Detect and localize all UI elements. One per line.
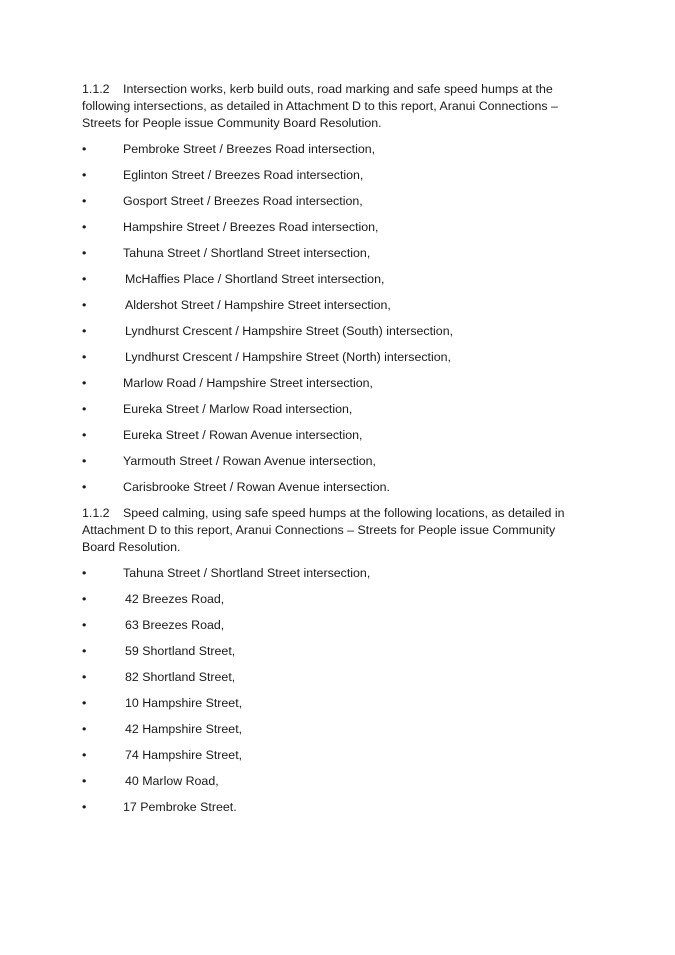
list-item xyxy=(82,323,453,349)
list-item xyxy=(82,747,370,773)
list-item-text: 59 Shortland Street, xyxy=(125,644,236,658)
intersection-list xyxy=(82,141,453,505)
list-item-text: 42 Breezes Road, xyxy=(125,592,225,606)
list-item-text: Lyndhurst Crescent / Hampshire Street (South) intersection, xyxy=(125,324,454,338)
list-item-text: McHaffies Place / Shortland Street intersection, xyxy=(125,272,385,286)
list-item-text: 82 Shortland Street, xyxy=(125,670,236,684)
list-item-text: Yarmouth Street / Rowan Avenue intersection, xyxy=(123,454,377,468)
list-item-text: Marlow Road / Hampshire Street intersection, xyxy=(123,376,373,390)
bullet: • xyxy=(82,220,87,234)
list-item-text: Tahuna Street / Shortland Street intersection, xyxy=(123,566,371,580)
section-paragraph xyxy=(82,81,587,132)
list-item xyxy=(82,271,453,297)
list-item xyxy=(82,401,453,427)
list-item xyxy=(82,141,453,167)
list-item xyxy=(82,427,453,453)
list-item-text: Lyndhurst Crescent / Hampshire Street (North) intersection, xyxy=(125,350,451,364)
list-item-text: 40 Marlow Road, xyxy=(125,774,219,788)
bullet: • xyxy=(82,402,87,416)
bullet: • xyxy=(82,800,87,814)
list-item xyxy=(82,773,370,799)
list-item xyxy=(82,721,370,747)
list-item-text: Eglinton Street / Breezes Road intersection, xyxy=(123,168,364,182)
list-item-text: 42 Hampshire Street, xyxy=(125,722,243,736)
list-item-text: 17 Pembroke Street. xyxy=(123,800,237,814)
list-item-text: 10 Hampshire Street, xyxy=(125,696,243,710)
list-item xyxy=(82,617,370,643)
list-item-text: 63 Breezes Road, xyxy=(125,618,225,632)
bullet: • xyxy=(82,454,87,468)
list-item xyxy=(82,453,453,479)
list-item xyxy=(82,245,453,271)
list-item xyxy=(82,193,453,219)
list-item xyxy=(82,375,453,401)
list-item xyxy=(82,349,453,375)
bullet: • xyxy=(82,350,87,364)
list-item xyxy=(82,643,370,669)
list-item-text: 74 Hampshire Street, xyxy=(125,748,243,762)
list-item xyxy=(82,591,370,617)
list-item-text: Eureka Street / Rowan Avenue intersection, xyxy=(123,428,363,442)
bullet: • xyxy=(82,722,87,736)
list-item xyxy=(82,479,453,505)
bullet: • xyxy=(82,272,87,286)
section-paragraph xyxy=(82,505,587,556)
bullet: • xyxy=(82,246,87,260)
bullet: • xyxy=(82,480,87,494)
list-item-text: Aldershot Street / Hampshire Street intersection, xyxy=(125,298,391,312)
list-item xyxy=(82,565,370,591)
list-item xyxy=(82,297,453,323)
section-number: 1.1.2 xyxy=(82,82,110,96)
bullet: • xyxy=(82,644,87,658)
bullet: • xyxy=(82,142,87,156)
section-text: Intersection works, kerb build outs, road marking and safe speed humps at the following intersections, as detailed in Attachment D to this report, Aranui Connections – Streets for People issue Community Board Resolution. xyxy=(82,82,558,130)
bullet: • xyxy=(82,748,87,762)
bullet: • xyxy=(82,566,87,580)
list-item-text: Gosport Street / Breezes Road intersection, xyxy=(123,194,363,208)
bullet: • xyxy=(82,774,87,788)
list-item xyxy=(82,669,370,695)
bullet: • xyxy=(82,168,87,182)
bullet: • xyxy=(82,298,87,312)
location-list xyxy=(82,565,370,825)
bullet: • xyxy=(82,670,87,684)
list-item-text: Hampshire Street / Breezes Road intersection, xyxy=(123,220,379,234)
bullet: • xyxy=(82,618,87,632)
list-item xyxy=(82,695,370,721)
section-number: 1.1.2 xyxy=(82,506,110,520)
list-item xyxy=(82,167,453,193)
bullet: • xyxy=(82,592,87,606)
bullet: • xyxy=(82,324,87,338)
list-item-text: Pembroke Street / Breezes Road intersection, xyxy=(123,142,376,156)
bullet: • xyxy=(82,428,87,442)
list-item xyxy=(82,799,370,825)
list-item-text: Carisbrooke Street / Rowan Avenue intersection. xyxy=(123,480,391,494)
section-text: Speed calming, using safe speed humps at the following locations, as detailed in Attachment D to this report, Aranui Connections – Streets for People issue Community Board Resolution. xyxy=(82,506,565,554)
bullet: • xyxy=(82,696,87,710)
list-item xyxy=(82,219,453,245)
list-item-text: Eureka Street / Marlow Road intersection, xyxy=(123,402,353,416)
bullet: • xyxy=(82,194,87,208)
list-item-text: Tahuna Street / Shortland Street intersection, xyxy=(123,246,371,260)
bullet: • xyxy=(82,376,87,390)
